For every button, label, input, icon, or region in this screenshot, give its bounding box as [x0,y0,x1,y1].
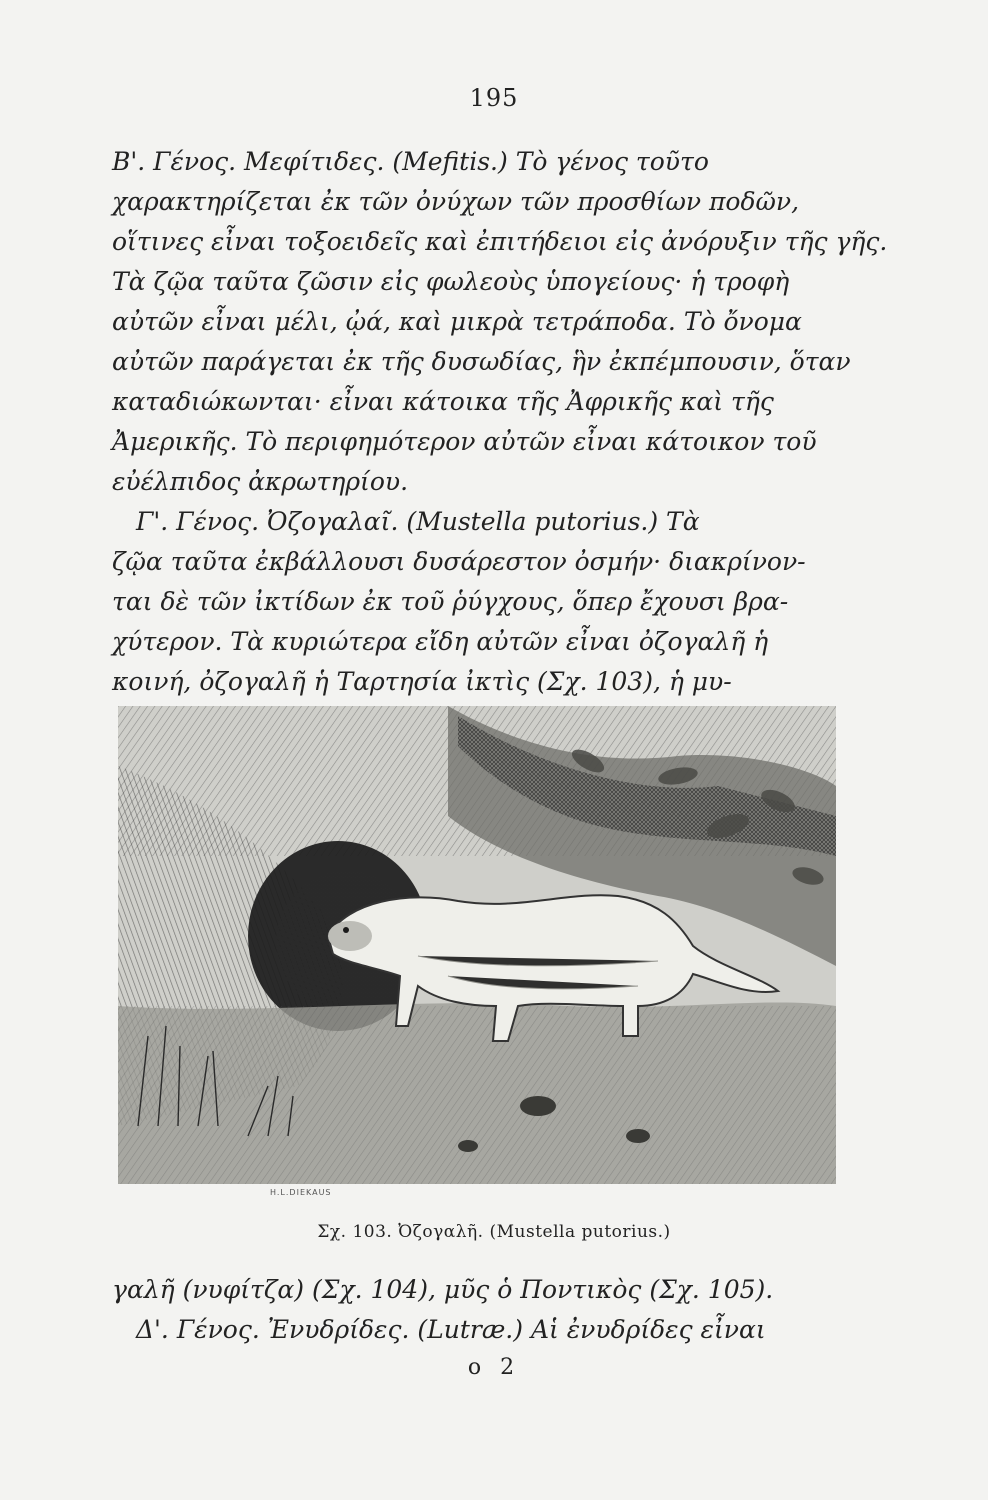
engraving-illustration [118,706,836,1184]
polecat-engraving [118,706,836,1184]
text-line: χύτερον. Τὰ κυριώτερα εἴδη αὐτῶν εἶναι ὀζογαλῆ ἡ [112,627,769,656]
signature-mark: o 2 [467,1355,521,1380]
text-line: Ἀμερικῆς. Τὸ περιφημότερον αὐτῶν εἶναι κάτοικον τοῦ [112,427,817,456]
text-line: γαλῆ (νυφίτζα) (Σχ. 104), μῦς ὁ Ποντικὸς (Σχ. 105). [112,1275,774,1304]
body-text-bottom [112,1270,854,1350]
text-line: Τὰ ζῷα ταῦτα ζῶσιν εἰς φωλεοὺς ὑπογείους· ἡ τροφὴ [112,267,790,296]
figure-caption: Σχ. 103. Ὀζογαλῆ. (Mustella putorius.) [317,1222,671,1242]
text-line: χαρακτηρίζεται ἐκ τῶν ὀνύχων τῶν προσθίων ποδῶν, [112,187,800,216]
text-line: κοινή, ὀζογαλῆ ἡ Ταρτησία ἰκτὶς (Σχ. 103), ἡ μυ- [112,667,732,696]
text-line: καταδιώκωνται· εἶναι κάτοικα τῆς Ἀφρικῆς καὶ τῆς [112,387,774,416]
text-line: οἵτινες εἶναι τοξοειδεῖς καὶ ἐπιτήδειοι εἰς ἀνόρυξιν τῆς γῆς. [112,227,888,256]
text-line: αὐτῶν παράγεται ἐκ τῆς δυσωδίας, ἣν ἐκπέμπουσιν, ὅταν [112,347,851,376]
text-line: Δ'. Γένος. Ἐνυδρίδες. (Lutræ.) Αἱ ἐνυδρίδες εἶναι [136,1315,766,1344]
engraver-mark: H.L.DIEKAUS [270,1188,332,1197]
text-line: Β'. Γένος. Μεφίτιδες. (Mefitis.) Τὸ γένος τοῦτο [112,147,709,176]
text-line: Γ'. Γένος. Ὀζογαλαῖ. (Mustella putorius.) Τὰ [136,507,700,536]
text-line: ται δὲ τῶν ἰκτίδων ἐκ τοῦ ῥύγχους, ὅπερ ἔχουσι βρα- [112,587,789,616]
text-line: εὐέλπιδος ἀκρωτηρίου. [112,467,409,496]
body-text-top [112,142,888,702]
text-line: ζῷα ταῦτα ἐκβάλλουσι δυσάρεστον ὀσμήν· διακρίνον- [112,547,806,576]
text-line: αὐτῶν εἶναι μέλι, ᾠά, καὶ μικρὰ τετράποδα. Τὸ ὄνομα [112,307,802,336]
page-number: 195 [469,84,519,112]
